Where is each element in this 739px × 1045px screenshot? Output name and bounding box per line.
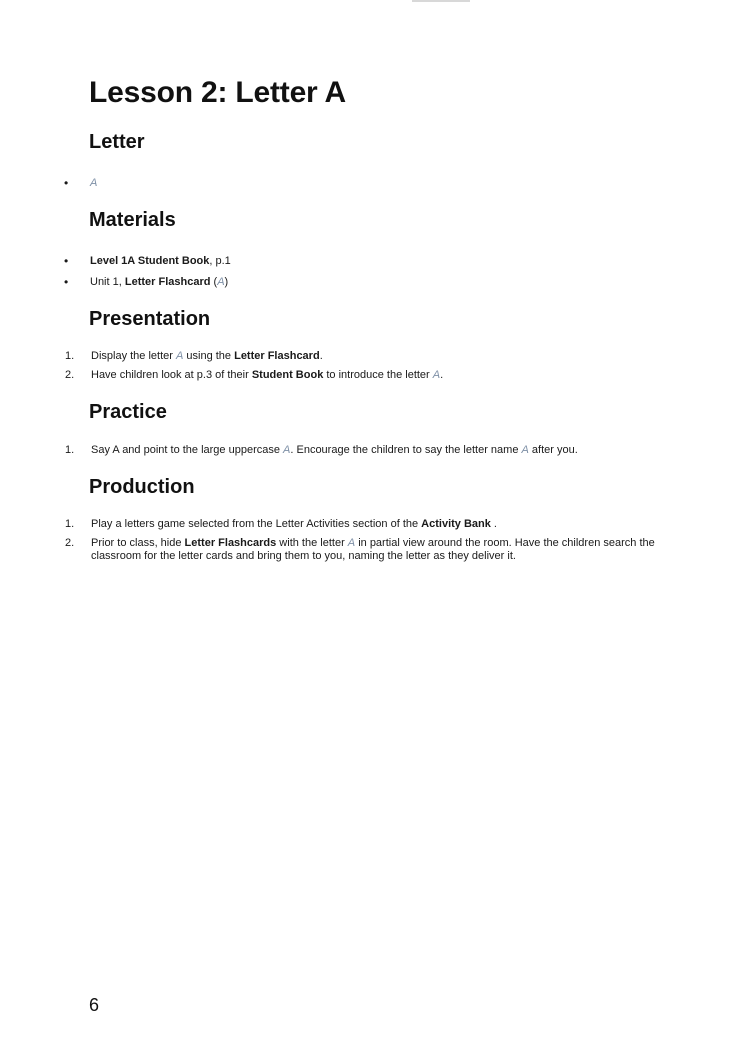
section-heading-materials: Materials [89, 209, 176, 231]
list-item [63, 276, 679, 289]
list-item [63, 350, 679, 363]
bold-text: Student Book [251, 369, 324, 381]
text: ( [210, 276, 218, 288]
list-item [63, 518, 679, 531]
list-item [63, 444, 679, 457]
list-item [63, 177, 679, 190]
text: Display the letter [91, 350, 176, 362]
italic-letter: A [217, 276, 225, 288]
bullet-icon: • [64, 275, 69, 289]
text: Unit 1, [90, 276, 125, 288]
text: using the [183, 350, 235, 362]
text: Say A and point to the large uppercase [91, 444, 284, 456]
letter-value: A [90, 177, 98, 189]
list-number: 1. [65, 350, 75, 362]
text: to introduce the letter [323, 369, 433, 381]
section-heading-presentation: Presentation [89, 308, 211, 330]
list-number: 1. [65, 444, 75, 456]
bold-text: Letter Flashcard [124, 276, 211, 288]
list-item [63, 537, 679, 563]
text: with the letter [276, 537, 348, 549]
italic-letter: A [175, 350, 184, 362]
page-number: 6 [89, 995, 100, 1015]
lesson-title: Lesson 2: Letter A [89, 76, 347, 109]
text: ) [224, 276, 229, 288]
list-number: 2. [65, 537, 75, 549]
text: Play a letters game selected from the Letter Activities section of the [91, 518, 422, 530]
bold-text: Letter Flashcards [184, 537, 277, 549]
italic-letter: A [521, 444, 529, 456]
text: . [490, 518, 497, 530]
text: . [319, 350, 323, 362]
italic-letter: A [347, 537, 356, 549]
bold-text: Letter Flashcard [234, 350, 320, 362]
text: , p.1 [209, 255, 231, 267]
text: . [440, 369, 444, 381]
italic-letter: A [432, 369, 441, 381]
scan-artifact [412, 0, 470, 2]
text: in partial view around the room. Have the children search the classroom for the letter cards and bring them to you, naming the letter as they deliver it. [91, 537, 655, 562]
list-item [63, 369, 679, 382]
italic-letter: A [283, 444, 291, 456]
text: after you. [528, 444, 578, 456]
text: Prior to class, hide [91, 537, 185, 549]
list-item [63, 255, 679, 268]
text: Have children look at p.3 of their [91, 369, 252, 381]
section-heading-practice: Practice [89, 401, 167, 423]
bold-text: Activity Bank [421, 518, 491, 530]
bullet-icon: • [64, 254, 69, 268]
bullet-icon: • [64, 176, 69, 190]
list-number: 2. [65, 369, 75, 381]
bold-text: Level 1A Student Book [90, 255, 210, 267]
list-number: 1. [65, 518, 75, 530]
section-heading-production: Production [89, 476, 195, 498]
section-heading-letter: Letter [89, 131, 145, 153]
text: . Encourage the children to say the letter name [290, 444, 522, 456]
